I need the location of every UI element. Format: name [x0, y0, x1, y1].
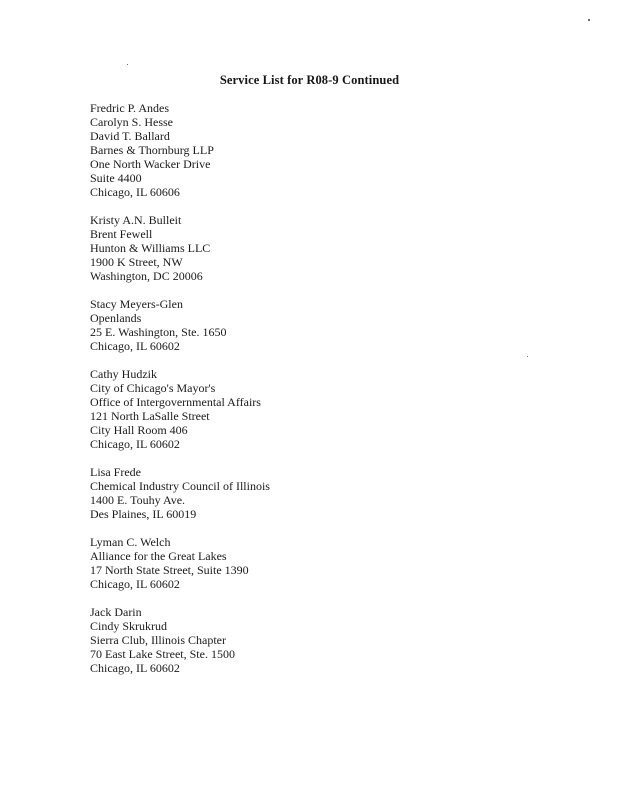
entry-line: Lisa Frede: [90, 465, 141, 479]
entry-line: Chicago, IL 60602: [90, 339, 180, 353]
entry-line: Jack Darin: [90, 605, 142, 619]
entry-line: Chicago, IL 60602: [90, 437, 180, 451]
scan-speck: [127, 64, 128, 65]
entry-line: Fredric P. Andes: [90, 101, 169, 115]
entry-line: Chicago, IL 60602: [90, 577, 180, 591]
scan-speck: [588, 19, 590, 21]
service-entry: [90, 213, 510, 283]
entry-line: 1900 K Street, NW: [90, 255, 183, 269]
entry-line: Chicago, IL 60606: [90, 185, 180, 199]
entry-line: Lyman C. Welch: [90, 535, 171, 549]
entry-line: David T. Ballard: [90, 129, 170, 143]
service-list: [90, 101, 510, 689]
entry-line: Chemical Industry Council of Illinois: [90, 479, 270, 493]
service-entry: [90, 101, 510, 199]
entry-line: 17 North State Street, Suite 1390: [90, 563, 249, 577]
entry-line: Cindy Skrukrud: [90, 619, 168, 633]
service-entry: [90, 535, 510, 591]
entry-line: Alliance for the Great Lakes: [90, 549, 227, 563]
entry-line: Suite 4400: [90, 171, 142, 185]
entry-line: Cathy Hudzik: [90, 367, 157, 381]
entry-line: Barnes & Thornburg LLP: [90, 143, 214, 157]
entry-line: 121 North LaSalle Street: [90, 409, 210, 423]
entry-line: 25 E. Washington, Ste. 1650: [90, 325, 227, 339]
service-entry: [90, 297, 510, 353]
entry-line: Hunton & Williams LLC: [90, 241, 211, 255]
entry-line: 70 East Lake Street, Ste. 1500: [90, 647, 235, 661]
entry-line: 1400 E. Touhy Ave.: [90, 493, 186, 507]
entry-line: Kristy A.N. Bulleit: [90, 213, 182, 227]
entry-line: City of Chicago's Mayor's: [90, 381, 216, 395]
entry-line: Carolyn S. Hesse: [90, 115, 173, 129]
entry-line: Sierra Club, Illinois Chapter: [90, 633, 226, 647]
entry-line: Brent Fewell: [90, 227, 153, 241]
entry-line: Openlands: [90, 311, 142, 325]
service-entry: [90, 465, 510, 521]
entry-line: Washington, DC 20006: [90, 269, 203, 283]
service-entry: [90, 367, 510, 451]
entry-line: Office of Intergovernmental Affairs: [90, 395, 261, 409]
scan-speck: [527, 356, 528, 357]
service-entry: [90, 605, 510, 675]
entry-line: One North Wacker Drive: [90, 157, 211, 171]
entry-line: Stacy Meyers-Glen: [90, 297, 183, 311]
entry-line: Chicago, IL 60602: [90, 661, 180, 675]
entry-line: City Hall Room 406: [90, 423, 188, 437]
entry-line: Des Plaines, IL 60019: [90, 507, 197, 521]
page-title: Service List for R08-9 Continued: [219, 73, 400, 87]
